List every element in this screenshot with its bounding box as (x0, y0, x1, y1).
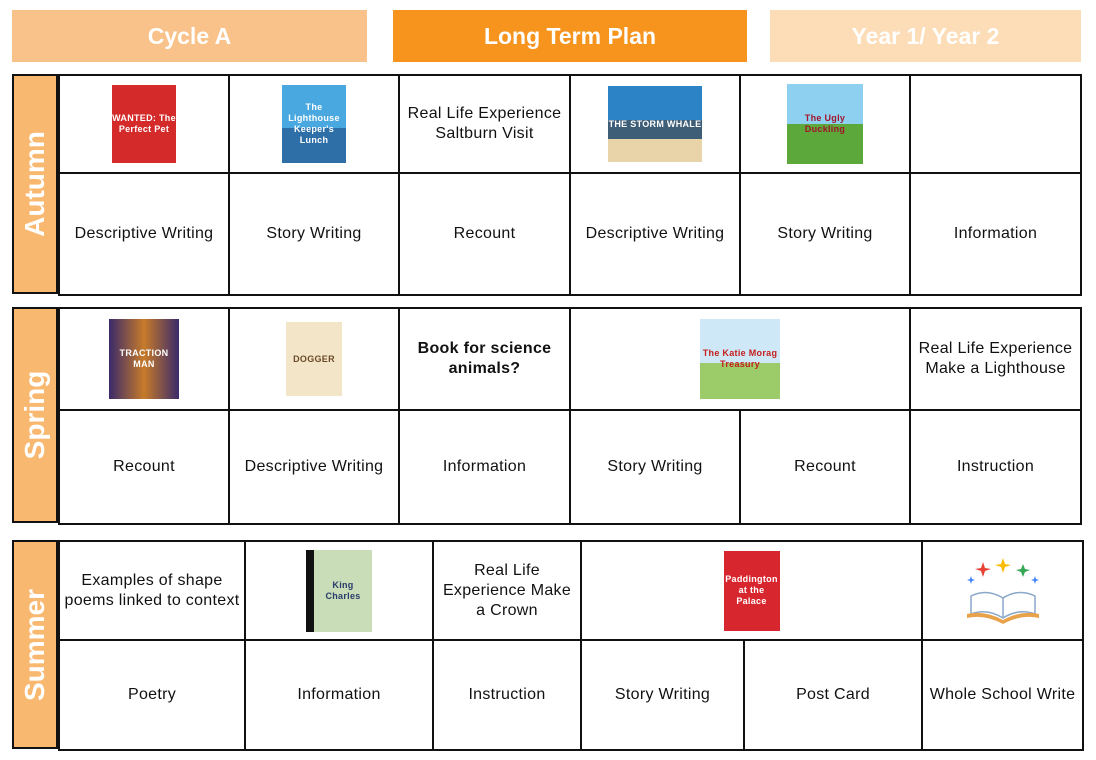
summer-shape-poems: Examples of shape poems linked to context (59, 541, 245, 640)
autumn-book-cell (570, 75, 740, 173)
year-header: Year 1/ Year 2 (770, 10, 1081, 62)
summer-label: Summer (12, 540, 58, 749)
autumn-genre: Information (910, 173, 1081, 295)
book-cover-wanted: WANTED: The Perfect Pet (112, 85, 176, 163)
autumn-genre: Descriptive Writing (570, 173, 740, 295)
summer-book-cell (581, 541, 922, 640)
autumn-experience: Real Life Experience Saltburn Visit (399, 75, 570, 173)
spring-genre: Recount (740, 410, 910, 524)
book-cover-king-charles: King Charles (306, 550, 372, 632)
spring-experience: Real Life Experience Make a Lighthouse (910, 308, 1081, 410)
summer-genre: Post Card (744, 640, 922, 750)
summer-genre: Poetry (59, 640, 245, 750)
spring-book-cell (229, 308, 399, 410)
spring-genre: Instruction (910, 410, 1081, 524)
summer-genre: Whole School Write (922, 640, 1083, 750)
book-cover-katie-morag: The Katie Morag Treasury (700, 319, 780, 399)
summer-book-cell (245, 541, 433, 640)
spring-genre: Descriptive Writing (229, 410, 399, 524)
summer-experience: Real Life Experience Make a Crown (433, 541, 581, 640)
book-cover-dogger: DOGGER (286, 322, 342, 396)
summer-grid (58, 540, 1084, 751)
autumn-section (12, 74, 1082, 294)
spring-book-note: Book for science animals? (399, 308, 570, 410)
autumn-genre: Story Writing (740, 173, 910, 295)
summer-genre: Story Writing (581, 640, 744, 750)
autumn-genre: Descriptive Writing (59, 173, 229, 295)
book-cover-paddington: Paddington at the Palace (724, 551, 780, 631)
open-book-icon (963, 556, 1043, 626)
autumn-book-cell (229, 75, 399, 173)
autumn-book-cell (740, 75, 910, 173)
book-cover-storm-whale: THE STORM WHALE (608, 86, 702, 162)
autumn-grid (58, 74, 1082, 296)
cycle-header: Cycle A (12, 10, 367, 62)
plan-title: Long Term Plan (393, 10, 747, 62)
autumn-genre: Recount (399, 173, 570, 295)
spring-grid (58, 307, 1082, 525)
book-cover-ugly-duckling: The Ugly Duckling (787, 84, 863, 164)
summer-genre: Information (245, 640, 433, 750)
spring-book-cell (570, 308, 910, 410)
spring-genre: Recount (59, 410, 229, 524)
summer-writing-cell (922, 541, 1083, 640)
book-cover-traction-man: TRACTION MAN (109, 319, 179, 399)
autumn-label: Autumn (12, 74, 58, 294)
autumn-genre: Story Writing (229, 173, 399, 295)
spring-label: Spring (12, 307, 58, 523)
book-cover-lighthouse-keeper: The Lighthouse Keeper's Lunch (282, 85, 346, 163)
spring-genre: Story Writing (570, 410, 740, 524)
summer-section (12, 540, 1082, 749)
autumn-empty-cell (910, 75, 1081, 173)
autumn-book-cell (59, 75, 229, 173)
spring-section (12, 307, 1082, 523)
summer-genre: Instruction (433, 640, 581, 750)
spring-book-cell (59, 308, 229, 410)
spring-genre: Information (399, 410, 570, 524)
